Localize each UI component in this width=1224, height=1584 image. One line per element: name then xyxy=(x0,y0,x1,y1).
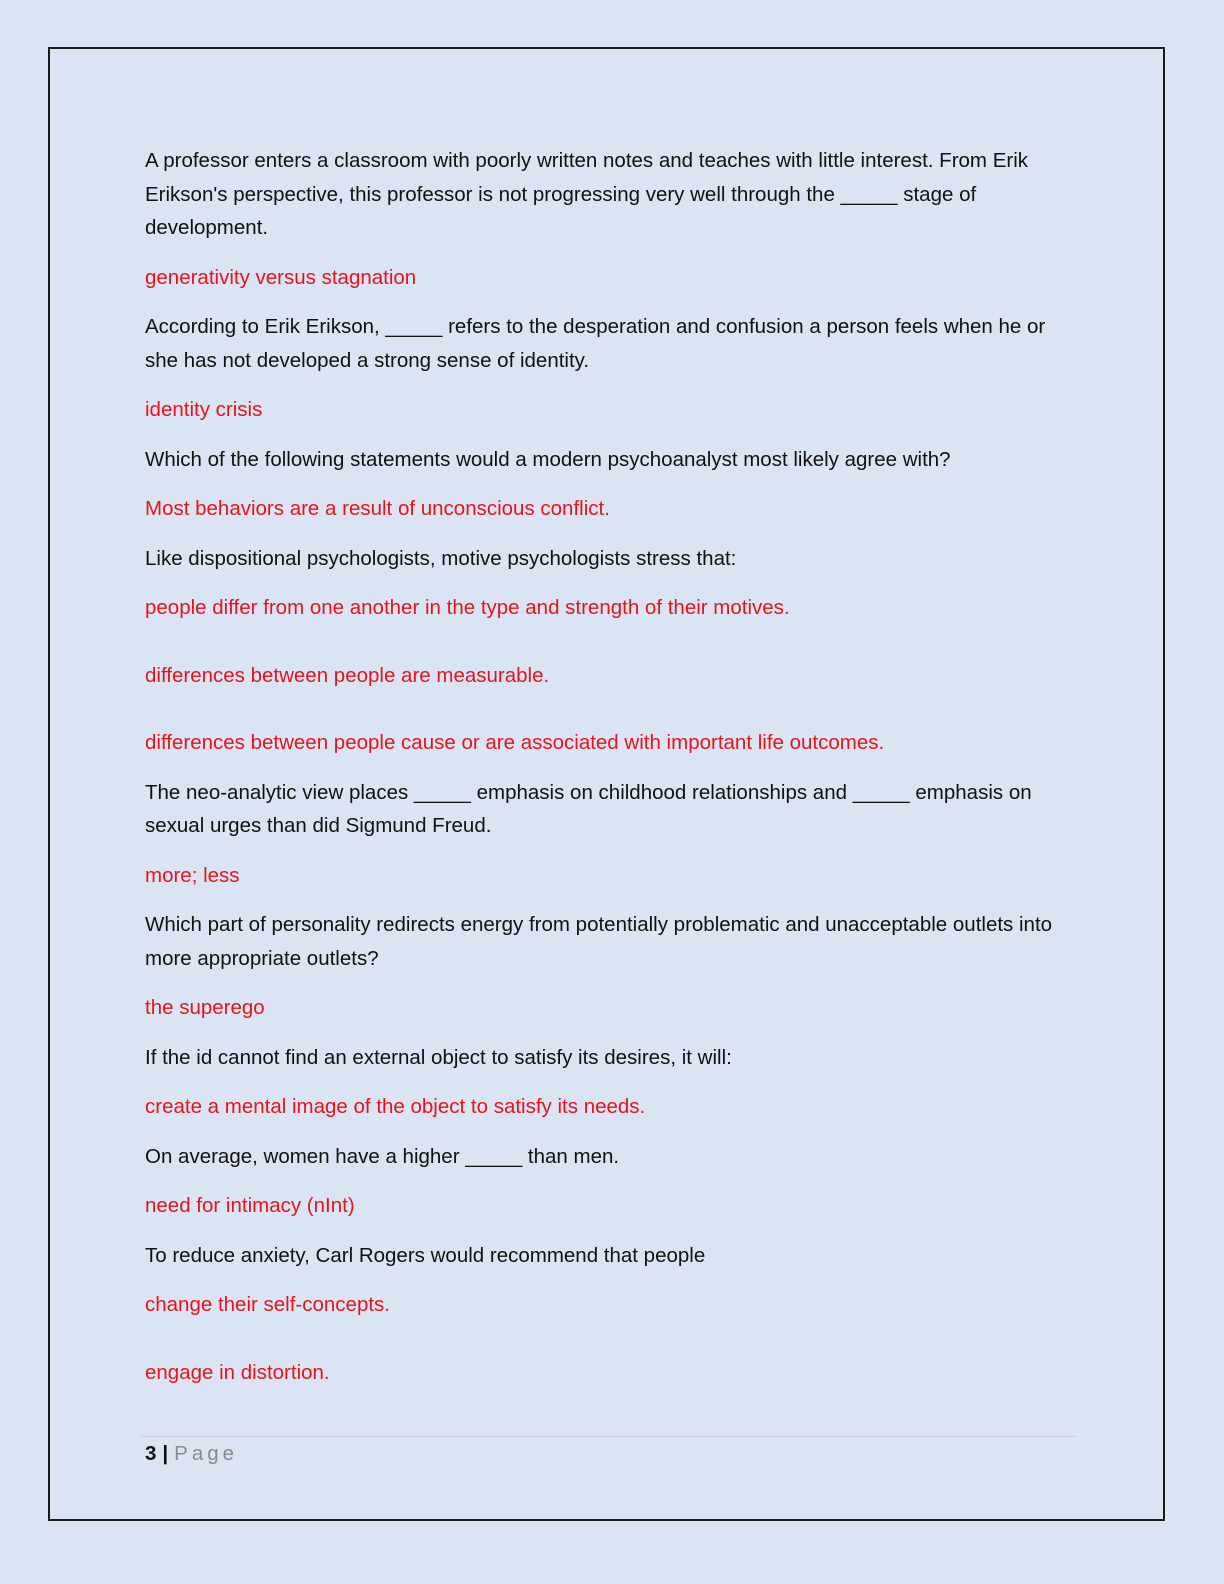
page-footer xyxy=(145,1439,238,1469)
answer-text: engage in distortion. xyxy=(145,1360,330,1384)
footer-separator: | xyxy=(162,1442,169,1465)
answer-text: differences between people cause or are associated with important life outcomes. xyxy=(145,731,885,754)
question-text: According to Erik Erikson, _____ refers to the desperation and confusion a person feels when he or she has not developed a strong sense of identity. xyxy=(145,315,1046,372)
answer-text: people differ from one another in the type and strength of their motives. xyxy=(145,596,790,619)
question-text: If the id cannot find an external object to satisfy its desires, it will: xyxy=(145,1045,732,1069)
question-text: To reduce anxiety, Carl Rogers would recommend that people xyxy=(145,1243,706,1267)
answer-text: differences between people are measurable. xyxy=(145,663,550,687)
answer-text: need for intimacy (nInt) xyxy=(145,1194,355,1217)
question-text: Which of the following statements would a modern psychoanalyst most likely agree with? xyxy=(145,447,951,471)
question-text: Like dispositional psychologists, motive psychologists stress that: xyxy=(145,546,737,570)
question-text: A professor enters a classroom with poorly written notes and teaches with little interest. From Erik Erikson's perspective, this professor is not progressing very well through the _____ stage of development. xyxy=(145,149,1029,239)
answer-text: more; less xyxy=(145,863,240,887)
question-text: Which part of personality redirects energy from potentially problematic and unacceptable outlets into more appropriate outlets? xyxy=(145,913,1053,970)
document-body xyxy=(145,144,1075,1389)
answer-text: identity crisis xyxy=(145,398,263,421)
question-text: The neo-analytic view places _____ emphasis on childhood relationships and _____ emphasis on sexual urges than did Sigmund Freud. xyxy=(145,780,1032,837)
footer-divider xyxy=(141,1436,1076,1437)
document-page xyxy=(48,47,1165,1521)
page-label: Page xyxy=(174,1442,239,1465)
answer-text: generativity versus stagnation xyxy=(145,265,417,289)
page-number: 3 xyxy=(145,1442,157,1465)
answer-text: create a mental image of the object to satisfy its needs. xyxy=(145,1095,646,1118)
answer-text: the superego xyxy=(145,996,265,1019)
question-text: On average, women have a higher _____ than men. xyxy=(145,1144,620,1168)
answer-text: Most behaviors are a result of unconscious conflict. xyxy=(145,497,610,520)
answer-text: change their self-concepts. xyxy=(145,1293,390,1316)
